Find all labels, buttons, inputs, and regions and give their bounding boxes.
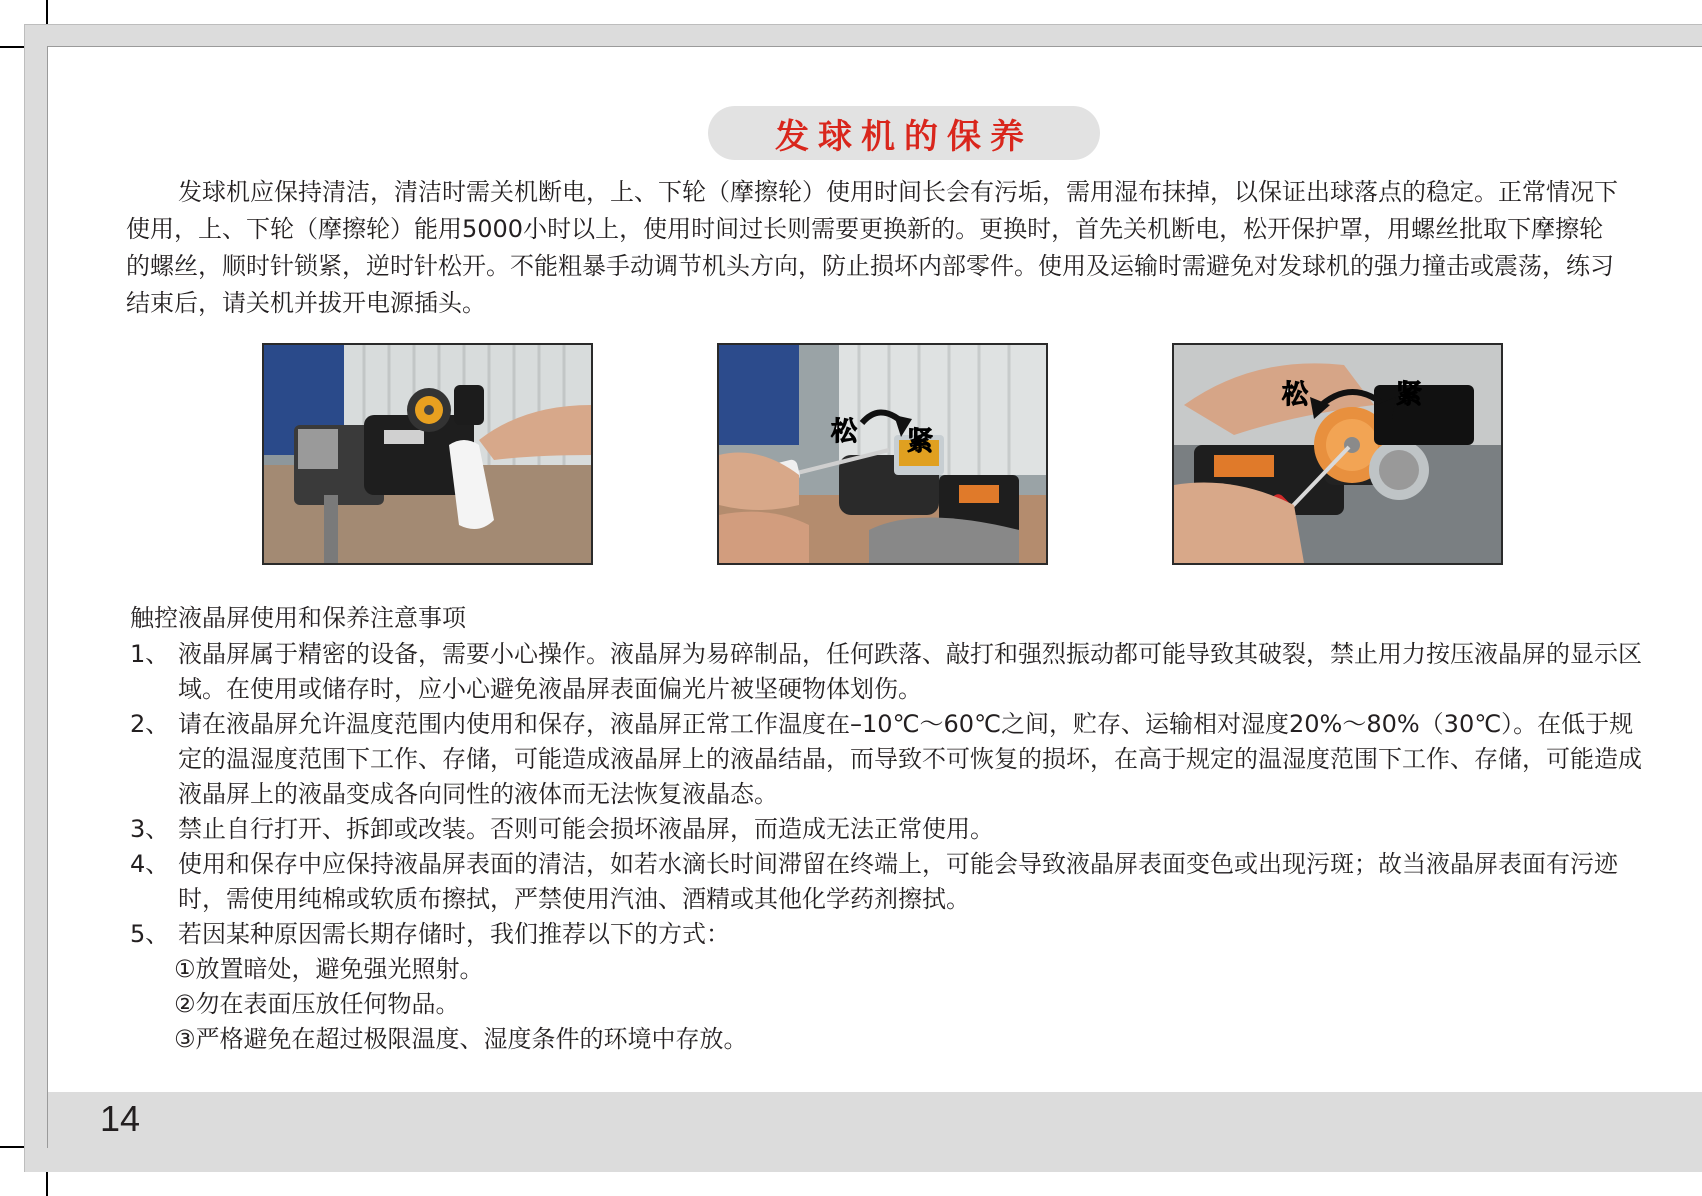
note-text: 使用和保存中应保持液晶屏表面的清洁，如若水滴长时间滞留在终端上，可能会导致液晶屏表面变色或出现污斑；故当液晶屏表面有污迹时，需使用纯棉或软质布擦拭，严禁使用汽油、酒精或其他化学药剂擦拭。 [178,850,1618,913]
photo-cleaning-wheel [262,343,593,565]
note-text: 请在液晶屏允许温度范围内使用和保存，液晶屏正常工作温度在–10℃～60℃之间，贮存、运输相对湿度20%～80%（30℃）。在低于规定的温湿度范围下工作、存储，可能造成液晶屏上的液晶结晶，而导致不可恢复的损坏，在高于规定的温湿度范围下工作、存储，可能造成液晶屏上的液晶变成各向同性的液体而无法恢复液晶态。 [178,710,1642,808]
note-text: 液晶屏属于精密的设备，需要小心操作。液晶屏为易碎制品，任何跌落、敲打和强烈振动都可能导致其破裂，禁止用力按压液晶屏的显示区域。在使用或储存时，应小心避免液晶屏表面偏光片被坚硬物体划伤。 [178,640,1642,703]
note-item [130,847,1650,917]
intro-paragraph: 发球机应保持清洁，清洁时需关机断电，上、下轮（摩擦轮）使用时间长会有污垢，需用湿布抹掉，以保证出球落点的稳定。正常情况下使用，上、下轮（摩擦轮）能用5000小时以上，使用时间过长则需要更换新的。更换时，首先关机断电，松开保护罩，用螺丝批取下摩擦轮的螺丝，顺时针锁紧，逆时针松开。不能粗暴手动调节机头方向，防止损坏内部零件。使用及运输时需避免对发球机的强力撞击或震荡，练习结束后，请关机并拔开电源插头。 [126,178,1618,317]
storage-tip: ①放置暗处，避免强光照射。 [174,955,484,983]
tighten-label: 紧 [1396,380,1423,410]
notes-list [130,637,1650,1057]
note-number: 5、 [130,920,170,948]
footer-band [47,1092,1702,1148]
note-text: 若因某种原因需长期存储时，我们推荐以下的方式： [178,920,730,948]
loosen-label: 松 [831,417,858,447]
note-item [130,707,1650,812]
title-banner [708,106,1100,160]
crop-mark [0,1146,24,1148]
note-item [130,812,1650,847]
page-title: 发球机的保养 [775,116,1033,157]
note-text: 禁止自行打开、拆卸或改装。否则可能会损坏液晶屏，而造成无法正常使用。 [178,815,994,843]
crop-mark [0,46,24,48]
crop-mark [46,0,48,24]
note-item [130,637,1650,707]
loosen-label: 松 [1282,380,1309,410]
notes-heading: 触控液晶屏使用和保养注意事项 [130,604,466,632]
page-number: 14 [100,1098,141,1139]
note-number: 2、 [130,710,170,738]
photo-screwdriver-lower [1172,343,1503,565]
storage-tip: ②勿在表面压放任何物品。 [174,990,460,1018]
storage-tip: ③严格避免在超过极限温度、湿度条件的环境中存放。 [174,1025,748,1053]
note-number: 1、 [130,640,170,668]
note-number: 3、 [130,815,170,843]
photo-screwdriver-upper [717,343,1048,565]
tighten-label: 紧 [907,427,934,457]
crop-mark [46,1172,48,1196]
note-number: 4、 [130,850,170,878]
note-item [130,917,1650,952]
